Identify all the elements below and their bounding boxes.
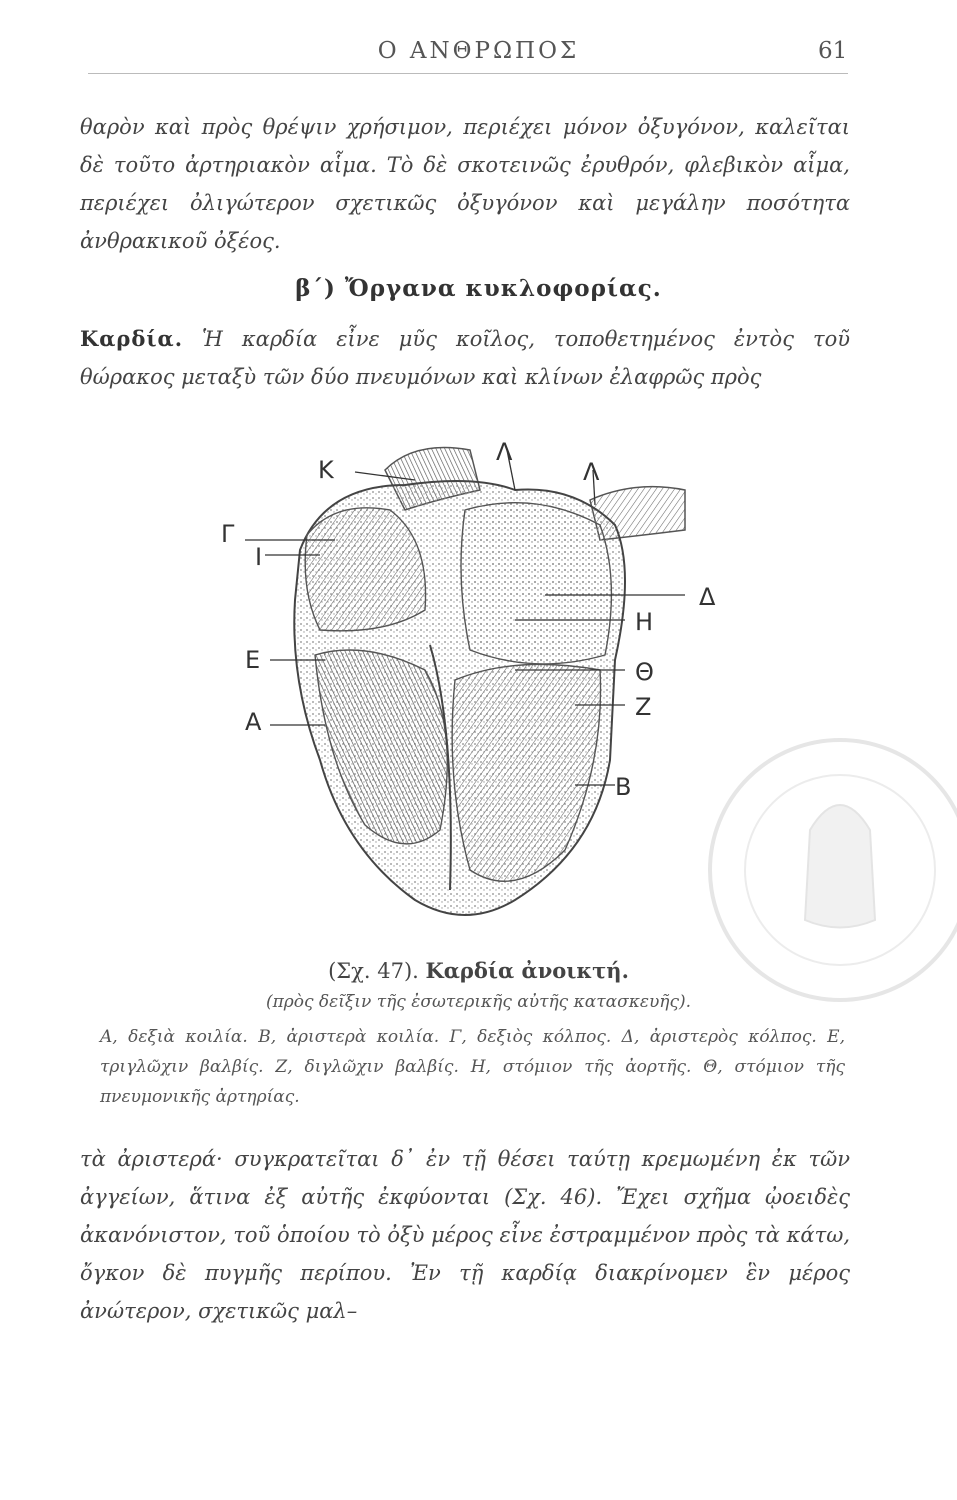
label-D: Δ [699, 583, 716, 611]
header-rule [88, 73, 848, 74]
label-E: Ε [245, 646, 261, 674]
figure-number: (Σχ. 47). [328, 959, 419, 983]
label-Z: Ζ [635, 693, 652, 721]
section-heading: β´) Ὄργανα κυκλοφορίας. [295, 275, 662, 302]
label-I: Ι [255, 543, 263, 571]
label-TH: Θ [635, 658, 654, 686]
paragraph-heart-text: Ἡ καρδία εἶνε μῦς κοῖλος, τοποθετημένος ἐντὸς τοῦ θώρακος μεταξὺ τῶν δύο πνευμόνων καὶ κλίνων ἐλαφρῶς πρὸς [80, 327, 850, 389]
paragraph-shape: τὰ ἀριστερά· συγκρατεῖται δ᾽ ἐν τῇ θέσει ταύτῃ κρεμωμένη ἐκ τῶν ἀγγείων, ἅτινα ἐξ αὐτῆς ἐκφύονται (Σχ. 46). Ἔχει σχῆμα ᾠοειδὲς ἀκανόνιστον, τοῦ ὁποίου τὸ ὀξὺ μέρος εἶνε ἐστραμμένον πρὸς τὰ κάτω, ὄγκον δὲ πυγμῆς περίπου. Ἐν τῇ καρδίᾳ διακρίνομεν ἓν μέρος ἀνώτερον, σχετικῶς μαλ– [80, 1147, 850, 1323]
label-L1: Λ [496, 438, 513, 466]
figure-legend: Α, δεξιὰ κοιλία. Β, ἀριστερὰ κοιλία. Γ, δεξιὸς κόλπος. Δ, ἀριστερὸς κόλπος. Ε, τριγλῶχιν βαλβίς. Ζ, διγλῶχιν βαλβίς. Η, στόμιον τῆς ἀορτῆς. Θ, στόμιον τῆς πνευμονικῆς ἀρτηρίας. [100, 1027, 845, 1107]
label-H: Η [635, 608, 654, 636]
label-G: Γ [221, 520, 235, 548]
paragraph-heart [80, 320, 850, 396]
label-K: Κ [318, 456, 334, 484]
paragraph-blood: θαρὸν καὶ πρὸς θρέψιν χρήσιμον, περιέχει μόνον ὀξυγόνον, καλεῖται δὲ τοῦτο ἀρτηριακὸν αἷμα. Τὸ δὲ σκοτεινῶς ἐρυθρόν, φλεβικὸν αἷμα, περιέχει ὀλιγώτερον σχετικῶς ὀξυγόνον καὶ μεγάλην ποσότητα ἀνθρακικοῦ ὀξέος. [80, 115, 850, 253]
label-A: Α [245, 708, 262, 736]
figure-title: Καρδία ἀνοικτή. [425, 958, 629, 983]
label-B: Β [615, 773, 632, 801]
running-head-title: Ο ΑΝΘΡΩΠΟΣ [377, 38, 580, 64]
label-L2: Λ [583, 458, 600, 486]
figure-caption [0, 958, 957, 983]
heart-figure [215, 430, 745, 944]
paragraph-lead: Καρδία. [80, 326, 184, 351]
page-number: 61 [818, 38, 848, 64]
heart-illustration [215, 430, 745, 940]
figure-subtitle: (πρὸς δεῖξιν τῆς ἐσωτερικῆς αὐτῆς κατασκευῆς). [265, 992, 692, 1012]
